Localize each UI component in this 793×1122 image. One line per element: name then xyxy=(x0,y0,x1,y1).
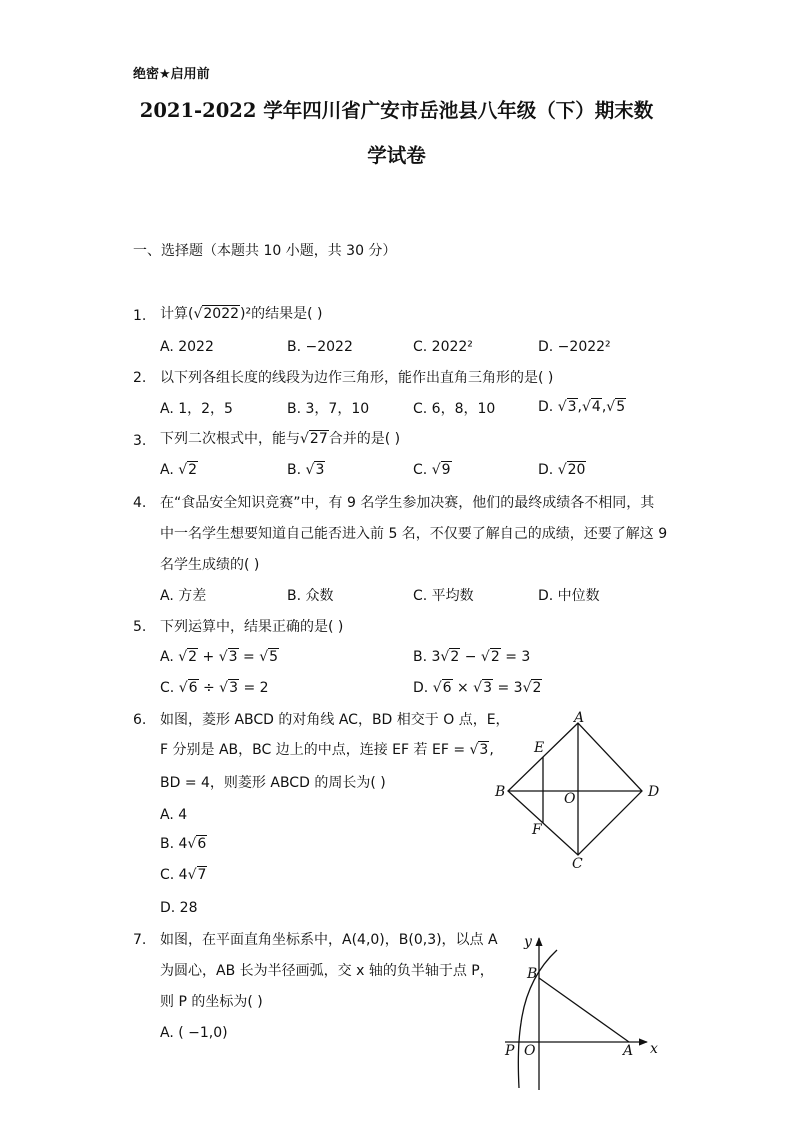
question-stem-line3: 则 P 的坐标为( ) xyxy=(160,994,263,1010)
option-c[interactable]: C. 4√7 xyxy=(160,867,207,883)
question-stem-line3: 名学生成绩的( ) xyxy=(160,557,260,573)
confidential-mark: 绝密★启用前 xyxy=(133,67,210,82)
segment-ab xyxy=(539,978,629,1042)
question-stem-line1: 如图，菱形 ABCD 的对角线 AC，BD 相交于 O 点，E， xyxy=(160,712,510,728)
question-stem-line2: 为圆心，AB 长为半径画弧，交 x 轴的负半轴于点 P， xyxy=(160,963,494,979)
sqrt-symbol: √2022 xyxy=(193,306,240,322)
label-p: P xyxy=(505,1043,515,1059)
option-c[interactable]: C. 平均数 xyxy=(413,588,474,604)
option-b[interactable]: B. 4√6 xyxy=(160,836,207,852)
option-c[interactable]: C. √6 ÷ √3 = 2 xyxy=(160,680,269,696)
label-o: O xyxy=(564,791,576,807)
question-number: 5. xyxy=(133,619,147,635)
rhombus-abcd xyxy=(508,723,642,855)
label-a: A xyxy=(623,1043,634,1059)
option-c[interactable]: C. √9 xyxy=(413,462,451,478)
option-b[interactable]: B. −2022 xyxy=(287,339,353,355)
question-number: 1. xyxy=(133,308,147,324)
question-stem: 计算(√2022)²的结果是( ) xyxy=(160,306,323,322)
rhombus-figure xyxy=(490,705,670,870)
option-b[interactable]: B. √3 xyxy=(287,462,325,478)
question-stem-line1: 在“食品安全知识竞赛”中，有 9 名学生参加决赛，他们的最终成绩各不相同，其 xyxy=(160,495,655,511)
option-d[interactable]: D. −2022² xyxy=(538,339,611,355)
option-d[interactable]: D. 28 xyxy=(160,900,198,916)
option-b[interactable]: B. 3，7，10 xyxy=(287,401,370,417)
question-number: 2. xyxy=(133,370,147,386)
option-c[interactable]: C. 6，8，10 xyxy=(413,401,496,417)
question-stem-line2: F 分别是 AB，BC 边上的中点，连接 EF 若 EF = √3, xyxy=(160,742,494,758)
question-stem: 下列运算中，结果正确的是( ) xyxy=(160,619,344,635)
question-number: 7. xyxy=(133,932,147,948)
question-stem-line3: BD = 4，则菱形 ABCD 的周长为( ) xyxy=(160,775,386,791)
option-d[interactable]: D. 中位数 xyxy=(538,588,600,604)
label-o: O xyxy=(524,1043,536,1059)
option-a[interactable]: A. 2022 xyxy=(160,339,214,355)
option-a[interactable]: A. 方差 xyxy=(160,588,207,604)
label-c: C xyxy=(572,856,583,870)
question-stem-line1: 如图，在平面直角坐标系中，A(4,0)，B(0,3)，以点 A xyxy=(160,932,498,948)
exam-title-line2: 学试卷 xyxy=(367,144,426,167)
label-a: A xyxy=(574,710,585,726)
question-number: 6. xyxy=(133,712,147,728)
label-b: B xyxy=(527,966,538,982)
option-a[interactable]: A. 1，2，5 xyxy=(160,401,233,417)
label-x: x xyxy=(650,1041,658,1057)
option-a[interactable]: A. √2 + √3 = √5 xyxy=(160,649,279,665)
coordinate-figure xyxy=(495,928,670,1096)
question-stem: 以下列各组长度的线段为边作三角形，能作出直角三角形的是( ) xyxy=(160,370,554,386)
option-b[interactable]: B. 众数 xyxy=(287,588,334,604)
option-a[interactable]: A. 4 xyxy=(160,807,188,823)
option-d[interactable]: D. √6 × √3 = 3√2 xyxy=(413,680,542,696)
question-number: 4. xyxy=(133,495,147,511)
label-d: D xyxy=(648,784,660,800)
label-e: E xyxy=(534,740,545,756)
option-d[interactable]: D. √20 xyxy=(538,462,586,478)
arc-from-a xyxy=(518,950,557,1088)
option-a[interactable]: A. √2 xyxy=(160,462,198,478)
label-f: F xyxy=(532,822,542,838)
option-d[interactable]: D. √3,√4,√5 xyxy=(538,399,626,415)
question-stem: 下列二次根式中，能与√27合并的是( ) xyxy=(160,431,401,447)
option-b[interactable]: B. 3√2 − √2 = 3 xyxy=(413,649,531,665)
label-y: y xyxy=(524,934,532,950)
option-a[interactable]: A. ( −1,0) xyxy=(160,1025,228,1041)
label-b: B xyxy=(495,784,506,800)
question-number: 3. xyxy=(133,433,147,449)
section-heading: 一、选择题（本题共 10 小题，共 30 分） xyxy=(133,243,397,259)
exam-title-line1: 2021-2022 学年四川省广安市岳池县八年级（下）期末数 xyxy=(139,99,654,122)
option-c[interactable]: C. 2022² xyxy=(413,339,473,355)
question-stem-line2: 中一名学生想要知道自己能否进入前 5 名，不仅要了解自己的成绩，还要了解这 9 xyxy=(160,526,668,542)
